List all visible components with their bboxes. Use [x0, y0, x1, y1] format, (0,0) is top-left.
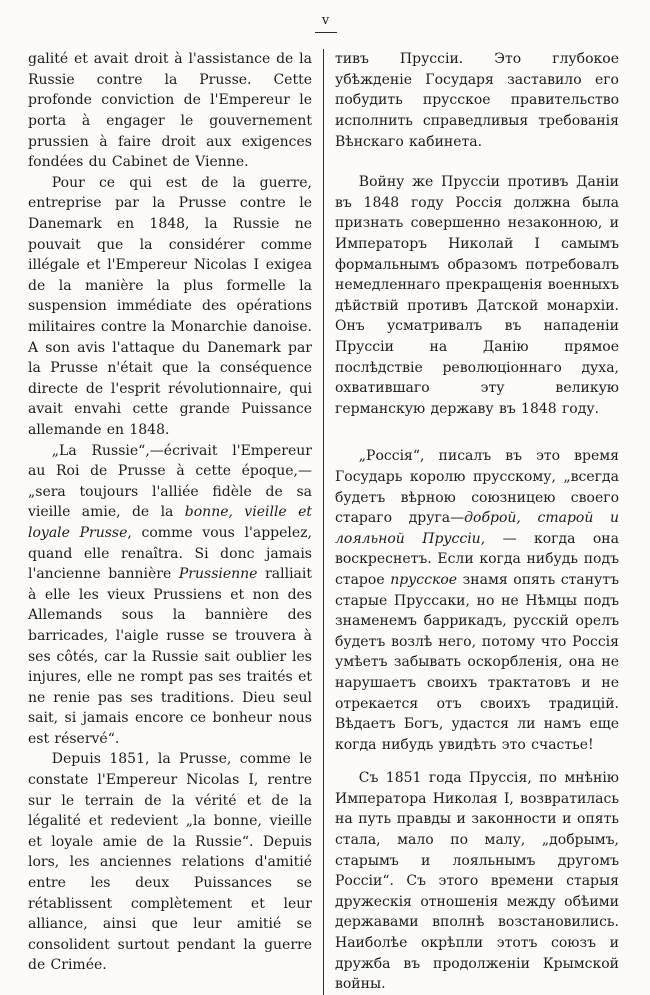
italic-text-run: прусское: [390, 571, 458, 588]
text-run: тивъ Пруссіи. Это глубокое убѣжденіе Государя заставило его побудить прусское правительство исполнить справедливыя требованія Вѣнскаго кабинета.: [335, 51, 619, 150]
paragraph: [335, 49, 619, 152]
paragraph: [335, 446, 619, 755]
text-run: „La Russie“,—écrivait l'Empereur au Roi de Prusse à cette époque,— „sera toujours l'alliée fidèle de sa vieille amie, de la: [28, 442, 312, 521]
russian-text-column: [335, 49, 619, 995]
text-run: Съ 1851 года Пруссія, по мнѣнію Императора Николая I, возвратилась на путь правды и законности и опять стала, мало по малу, „добрымъ, старымъ и лояльнымъ другомъ Россіи“. Съ этого времени старыя дружескія отношенія между обѣими державами вполнѣ возстановились. Наиболѣе окрѣпли этотъ союзъ и дружба въ продолженіи Крымской войны.: [335, 770, 619, 993]
french-text-column: [28, 49, 312, 995]
text-run: , comme vous l'appelez, quand elle renaîtra. Si donc jamais l'ancienne bannière: [28, 524, 312, 583]
column-divider-rule: [323, 49, 324, 995]
paragraph: [335, 768, 619, 995]
text-run: „Россія“, писалъ въ это время Государь королю прусскому, „всегда будетъ вѣрною союзницею своего стараго друга—: [335, 448, 619, 527]
paragraph: [28, 173, 312, 441]
paragraph: [335, 172, 619, 419]
text-run: знамя опять станутъ старые Пруссаки, но не Нѣмцы подъ знаменемъ баррикадъ, русскій орелъ будетъ возлѣ него, потому что Россія умѣетъ забывать оскорбленія, она не нарушаетъ своихъ трактатовъ и не отрекается отъ своихъ традицій. Вѣдаетъ Богъ, удастся ли намъ еще когда нибудь увидѣть это счастье!: [335, 571, 619, 753]
two-column-text-block: [28, 49, 624, 995]
paragraph: [28, 49, 312, 173]
text-run: Pour ce qui est de la guerre, entreprise par la Prusse contre le Danemark en 1848, la Russie ne pouvait que la considérer comme illégale et l'Empereur Nicolas I exigea de la manière la plus formelle la suspension immédiate des opérations militaires contre la Monarchie danoise. A son avis l'attaque du Danemark par la Prusse n'était que la conséquence directe de l'esprit révolutionnaire, qui avait envahi cette grande Puissance allemande en 1848.: [28, 174, 312, 438]
page-number: v: [321, 13, 331, 28]
text-run: ralliait à elle les vieux Prussiens et non des Allemands sous la bannière des barricades, l'aigle russe se trouvera à ses côtés, car la Russie sait oublier les injures, elle ne rompt pas ses traités et ne renie pas ses traditions. Dieu seul sait, si jamais encore ce bonheur nous est réservé“.: [28, 566, 312, 747]
paragraph: [28, 441, 312, 750]
page-number-rule: [315, 32, 337, 33]
italic-text-run: доброй, старой и лояльной Пруссіи: [335, 510, 619, 547]
page-header: [28, 14, 624, 33]
italic-text-run: Prussienne: [178, 566, 258, 583]
text-run: galité et avait droit à l'assistance de la Russie contre la Prusse. Cette profonde conviction de l'Empereur le porta à engager le gouvernement prussien à faire droit aux exigences fondées du Cabinet de Vienne.: [28, 51, 312, 171]
text-run: , — когда она воскреснетъ. Если когда нибудь подъ старое: [335, 530, 619, 588]
text-run: Depuis 1851, la Prusse, comme le constate l'Empereur Nicolas I, rentre sur le terrain de la vérité et de la légalité et redevient „la bonne, vieille et loyale amie de la Russie“. Depuis lors, les anciennes relations d'amitié entre les deux Puissances se rétablissent complètement et leur alliance, ainsi que leur amitié se consolident surtout pendant la guerre de Crimée.: [28, 751, 312, 974]
italic-text-run: bonne, vieille et loyale Prusse: [28, 504, 312, 541]
text-run: Войну же Пруссіи противъ Даніи въ 1848 году Россія должна была признать совершенно незаконною, и Императоръ Николай I самымъ формальнымъ образомъ потребовалъ немедленнаго прекращенія военныхъ дѣйствій противъ Датской монархіи. Онъ усматривалъ въ нападеніи Пруссіи на Данію прямое послѣдствіе революціоннаго духа, охватившаго эту великую германскую державу въ 1848 году.: [335, 174, 619, 417]
paragraph: [28, 749, 312, 976]
